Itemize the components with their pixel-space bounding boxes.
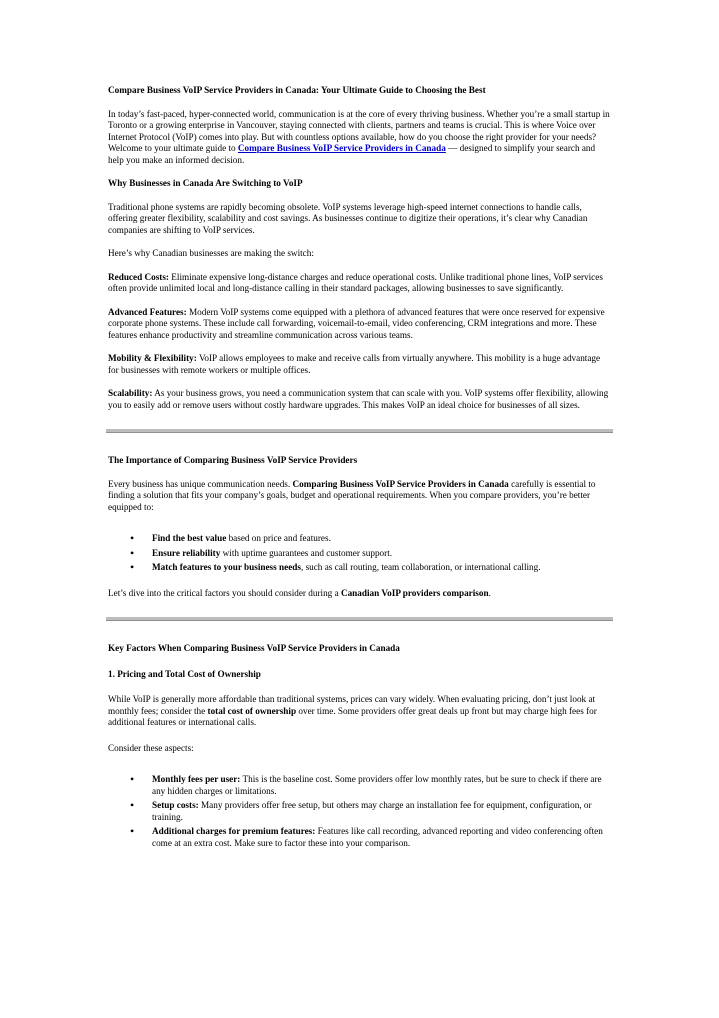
pricing-bullet-list [108, 774, 613, 849]
why-paragraph: Traditional phone systems are rapidly becoming obsolete. VoIP systems leverage high-speed internet connections to handle calls, offering greater flexibility, scalability and cost savings. As businesses continue to digitize their operations, it’s clear why Canadian companies are shifting to VoIP services. [108, 201, 588, 235]
subheading-pricing: 1. Pricing and Total Cost of Ownership [108, 668, 261, 679]
document-page [108, 85, 613, 852]
why-lead-in: Here’s why Canadian businesses are making the switch: [108, 248, 314, 258]
bullet-icon: • [130, 531, 135, 545]
bullet-icon: • [130, 798, 135, 812]
intro-paragraph: In today’s fast-paced, hyper-connected world, communication is at the core of every thriving business. Whether you’re a small startup in Toronto or a growing enterprise in Vancouver, staying connected with clients, partners and teams is crucial. This is where Voice over Internet Protocol (VoIP) comes into play. But with countless options available, how do you choose the right provider for your needs? Welcome to your ultimate guide to Compare Business VoIP Service Providers in Canada — designed to simplify your search and help you make an informed decision. [108, 108, 610, 165]
importance-closing: Let’s dive into the critical factors you should consider during a Canadian VoIP providers comparison. [108, 587, 491, 598]
pricing-paragraph: While VoIP is generally more affordable than traditional systems, prices can vary widely. When evaluating pricing, don’t just look at monthly fees; consider the total cost of ownership over time. Some providers offer great deals up front but may charge high fees for additional features or international calls. [108, 694, 597, 727]
bullet-icon: • [130, 824, 135, 838]
list-item: • Monthly fees per user: This is the baseline cost. Some providers offer low monthly rates, but be sure to check if there are any hidden charges or limitations. [130, 772, 602, 796]
reason-advanced-features: Advanced Features: Modern VoIP systems come equipped with a plethora of advanced features that were once reserved for expensive corporate phone systems. These include call forwarding, voicemail-to-email, video conferencing, CRM integrations and more. These features enhance productivity and streamline communication across various teams. [108, 306, 605, 340]
list-item: • Ensure reliability with uptime guarantees and customer support. [130, 545, 393, 560]
bullet-icon: • [130, 772, 135, 786]
reason-reduced-costs: Reduced Costs: Eliminate expensive long-distance charges and reduce operational costs. Unlike traditional phone lines, VoIP services often provide unlimited local and long-distance calling in their standard packages, allowing businesses to save significantly. [108, 271, 603, 293]
compare-providers-link[interactable]: Compare Business VoIP Service Providers in Canada [237, 143, 446, 153]
bullet-icon: • [130, 545, 135, 560]
importance-paragraph: Every business has unique communication needs. Comparing Business VoIP Service Providers in Canada carefully is essential to finding a solution that fits your company’s goals, budget and operational requirements. When you compare providers, you’re better equipped to: [108, 478, 596, 512]
reason-mobility: Mobility & Flexibility: VoIP allows employees to make and receive calls from virtually anywhere. This mobility is a huge advantage for businesses with remote workers or multiple offices. [108, 353, 601, 375]
section-heading-importance: The Importance of Comparing Business VoIP Service Providers [108, 455, 358, 465]
pricing-lead-in: Consider these aspects: [108, 742, 194, 753]
importance-bullet-list [108, 533, 613, 574]
section-heading-why: Why Businesses in Canada Are Switching to VoIP [108, 178, 303, 188]
reason-scalability: Scalability: As your business grows, you need a communication system that can scale with you. VoIP systems offer flexibility, allowing you to easily add or remove users without costly hardware upgrades. This makes VoIP an ideal choice for businesses of all sizes. [108, 388, 609, 410]
list-item: • Match features to your business needs, such as call routing, team collaboration, or international calling. [130, 560, 541, 574]
list-item: • Find the best value based on price and features. [130, 531, 331, 545]
list-item: • Additional charges for premium features: Features like call recording, advanced reporting and video conferencing often come at an extra cost. Make sure to factor these into your comparison. [130, 824, 603, 848]
document-title: Compare Business VoIP Service Providers in Canada: Your Ultimate Guide to Choosing the Best [108, 85, 486, 95]
list-item: • Setup costs: Many providers offer free setup, but others may charge an installation fee for equipment, configuration, or training. [130, 798, 592, 822]
bullet-icon: • [130, 560, 135, 574]
section-heading-key-factors: Key Factors When Comparing Business VoIP Service Providers in Canada [108, 643, 400, 653]
